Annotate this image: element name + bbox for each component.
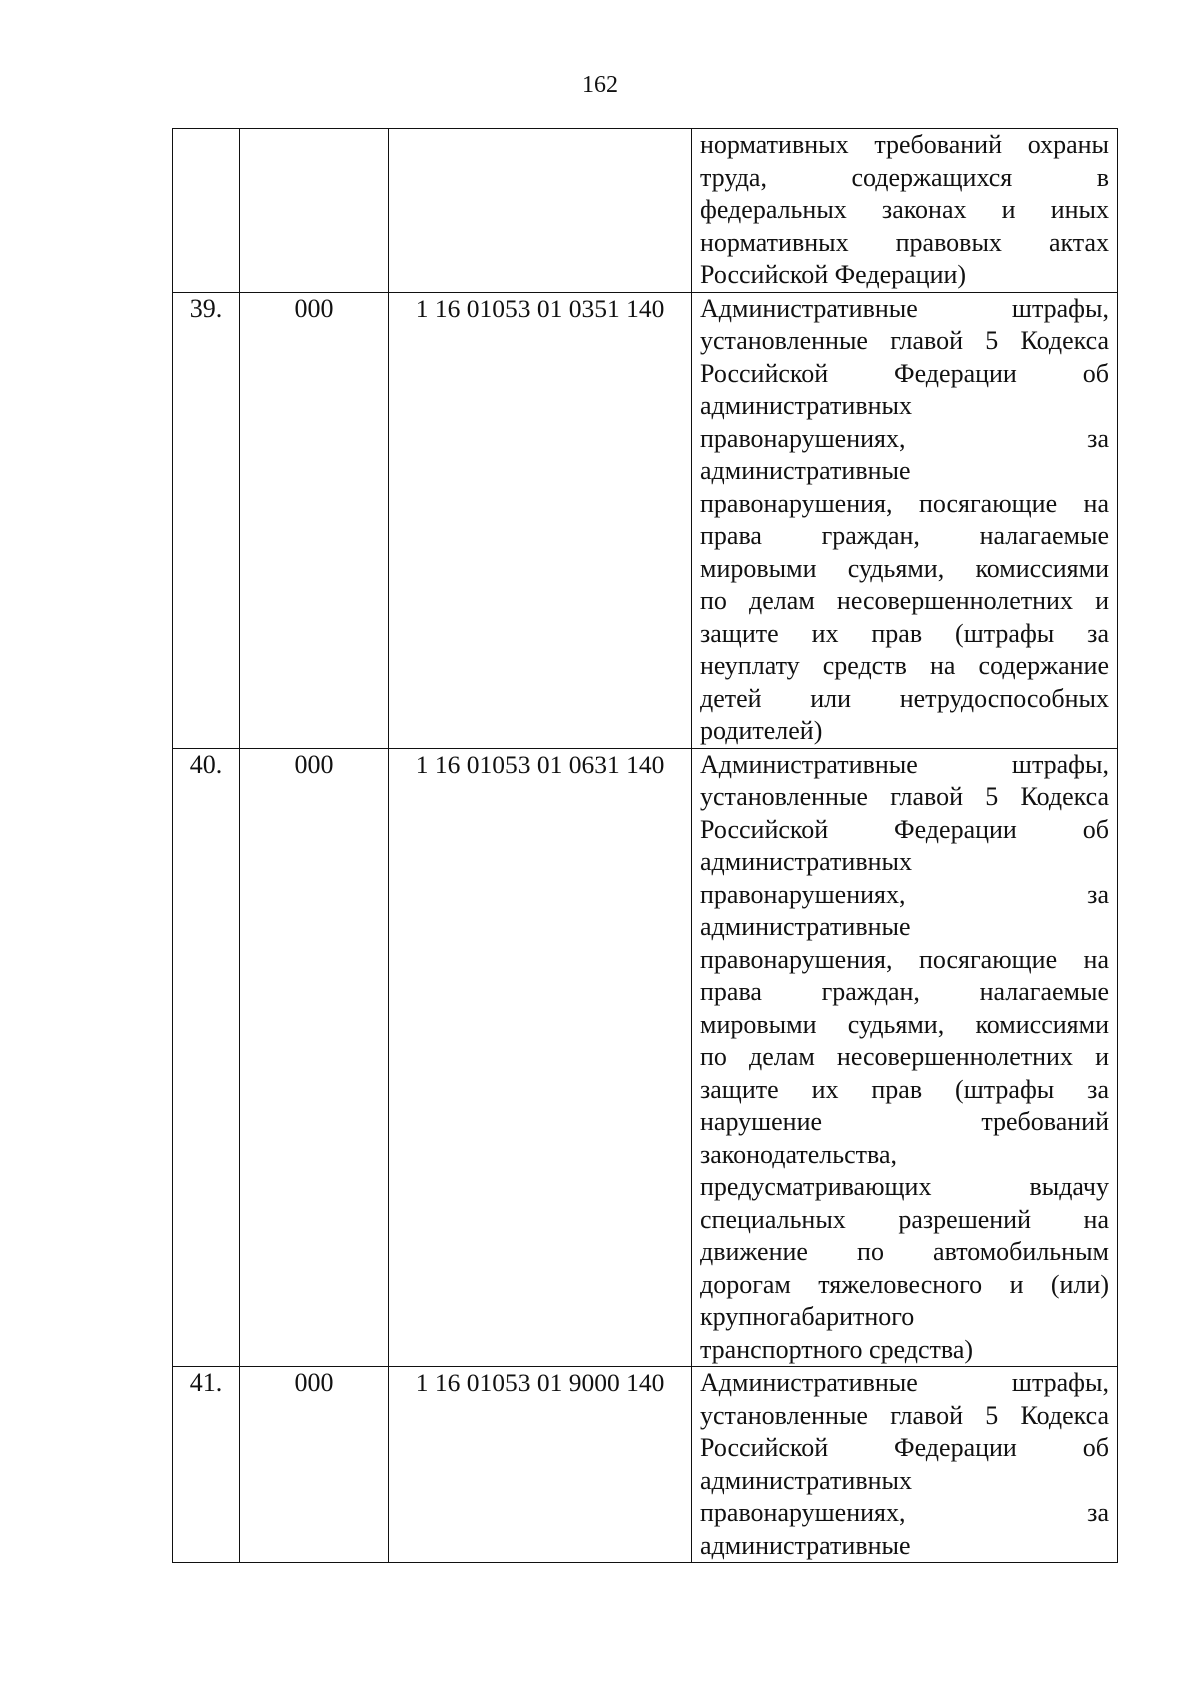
description-line: правонарушениях, за [700, 879, 1109, 909]
description-line: транспортного средства) [700, 1334, 974, 1364]
description-line: административных [700, 1465, 912, 1495]
budget-classification-code-cell [389, 129, 692, 293]
description-line: защите их прав (штрафы за [700, 1074, 1109, 1104]
administrator-code-cell [240, 129, 389, 293]
description-line: правонарушениях, за [700, 1498, 1109, 1527]
budget-codes-table [172, 128, 1118, 1563]
description-line: труда, содержащихся в [700, 162, 1109, 192]
description-line: Российской Федерации об [700, 358, 1109, 388]
description-line: нормативных требований охраны [700, 130, 1109, 159]
budget-classification-code-cell: 1 16 01053 01 0631 140 [389, 748, 692, 1367]
description-line: Российской Федерации) [700, 260, 967, 289]
description-line: Административные штрафы, [700, 1368, 1109, 1397]
description-line: детей или нетрудоспособных [700, 683, 1109, 713]
budget-classification-code-cell: 1 16 01053 01 9000 140 [389, 1367, 692, 1563]
description-line: предусматривающих выдачу [700, 1172, 1109, 1201]
description-line: правонарушения, посягающие на [700, 944, 1109, 974]
description-line: родителей) [700, 716, 823, 745]
description-cell [692, 748, 1118, 1367]
description-line: специальных разрешений на [700, 1204, 1109, 1234]
table-body [173, 129, 1118, 1563]
description-line: федеральных законах и иных [700, 195, 1109, 224]
description-line: мировыми судьями, комиссиями [700, 553, 1109, 583]
description-line: Административные штрафы, [700, 293, 1109, 323]
description-line: административных [700, 847, 912, 876]
table-row [173, 129, 1118, 293]
description-line: законодательства, [700, 1139, 897, 1169]
description-line: права граждан, налагаемые [700, 977, 1109, 1006]
description-line: правонарушениях, за [700, 423, 1109, 453]
table-row [173, 1367, 1118, 1563]
page-number: 162 [582, 72, 618, 98]
description-line: крупногабаритного [700, 1302, 915, 1331]
description-line: движение по автомобильным [700, 1237, 1109, 1266]
description-line: административных [700, 391, 912, 420]
description-line: Административные штрафы, [700, 749, 1109, 779]
row-number-cell: 41. [173, 1367, 240, 1563]
table-row [173, 292, 1118, 748]
description-line: установленные главой 5 Кодекса [700, 782, 1109, 811]
description-line: по делам несовершеннолетних и [700, 1042, 1109, 1071]
description-cell [692, 292, 1118, 748]
description-line: неуплату средств на содержание [700, 651, 1109, 680]
description-line: права граждан, налагаемые [700, 521, 1109, 550]
description-line: административные [700, 912, 911, 941]
description-line: мировыми судьями, комиссиями [700, 1009, 1109, 1039]
description-line: дорогам тяжеловесного и (или) [700, 1269, 1109, 1299]
description-line: правонарушения, посягающие на [700, 488, 1109, 518]
administrator-code-cell: 000 [240, 1367, 389, 1563]
description-cell [692, 1367, 1118, 1563]
description-line: административные [700, 456, 911, 485]
row-number-cell [173, 129, 240, 293]
description-line: административные [700, 1530, 911, 1560]
description-line: защите их прав (штрафы за [700, 618, 1109, 648]
row-number-cell: 39. [173, 292, 240, 748]
budget-classification-code-cell: 1 16 01053 01 0351 140 [389, 292, 692, 748]
row-number-cell: 40. [173, 748, 240, 1367]
administrator-code-cell: 000 [240, 748, 389, 1367]
description-cell [692, 129, 1118, 293]
description-line: Российской Федерации об [700, 814, 1109, 844]
description-line: установленные главой 5 Кодекса [700, 326, 1109, 355]
table-row [173, 748, 1118, 1367]
description-line: установленные главой 5 Кодекса [700, 1400, 1109, 1430]
description-line: Российской Федерации об [700, 1433, 1109, 1462]
description-line: по делам несовершеннолетних и [700, 586, 1109, 615]
description-line: нарушение требований [700, 1107, 1109, 1136]
administrator-code-cell: 000 [240, 292, 389, 748]
description-line: нормативных правовых актах [700, 227, 1109, 257]
